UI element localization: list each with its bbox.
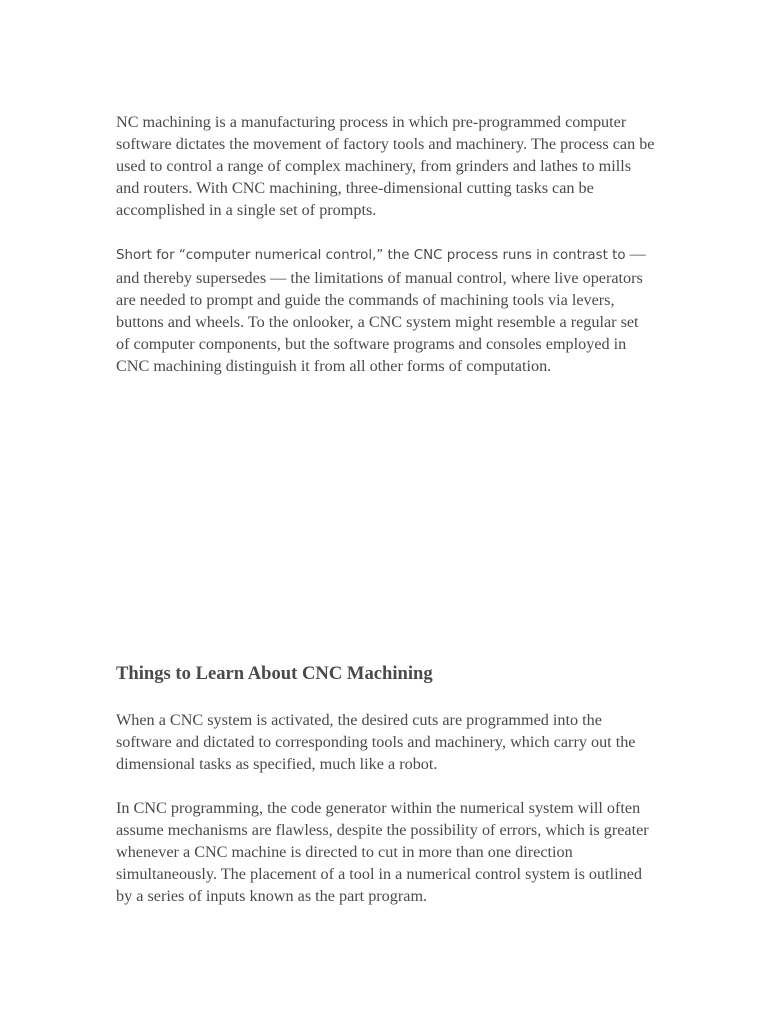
paragraph-cnc-definition-body: — and thereby supersedes — the limitations of manual control, where live operators are needed to prompt and guide the commands of machining tools via levers, buttons and wheels. To the onlooker, a CNC system might resemble a regular set of computer components, but the software programs and consoles employed in CNC machining distinguish it from all other forms of computation. [116, 245, 646, 375]
paragraph-cnc-definition-lead: Short for “computer numerical control,” the CNC process runs in contrast to [116, 248, 626, 263]
paragraph-activation [116, 709, 656, 775]
paragraph-activation-text: When a CNC system is activated, the desired cuts are programmed into the software and dictated to corresponding tools and machinery, which carry out the dimensional tasks as specified, much like a robot. [116, 711, 636, 773]
paragraph-intro [116, 111, 656, 221]
paragraph-cnc-definition [116, 243, 656, 377]
paragraph-programming-text: In CNC programming, the code generator within the numerical system will often assume mechanisms are flawless, despite the possibility of errors, which is greater whenever a CNC machine is directed to cut in more than one direction simultaneously. The placement of a tool in a numerical control system is outlined by a series of inputs known as the part program. [116, 799, 649, 905]
paragraph-intro-text: NC machining is a manufacturing process in which pre-programmed computer software dictates the movement of factory tools and machinery. The process can be used to control a range of complex machinery, from grinders and lathes to mills and routers. With CNC machining, three-dimensional cutting tasks can be accomplished in a single set of prompts. [116, 113, 655, 219]
section-heading: Things to Learn About CNC Machining [116, 663, 433, 684]
paragraph-programming [116, 797, 656, 907]
paragraph-cnc-definition-text [116, 243, 656, 377]
